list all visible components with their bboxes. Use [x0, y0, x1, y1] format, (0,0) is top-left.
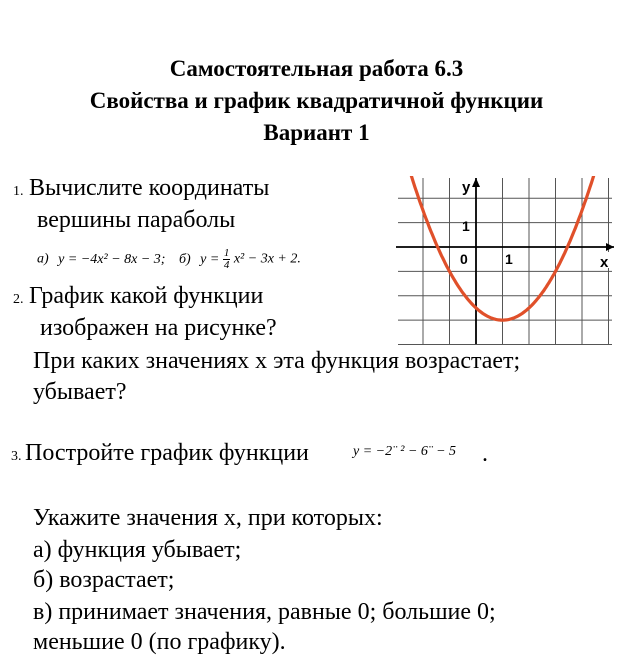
task-1-text-line-2: вершины параболы: [37, 207, 236, 233]
instruction-line-1: Укажите значения x, при которых:: [33, 505, 383, 531]
task-1-b-suffix: x² − 3x + 2.: [233, 251, 301, 267]
task-2-text-line-2: изображен на рисунке?: [40, 315, 277, 341]
task-1-a-formula: y = −4x² − 8x − 3;: [58, 251, 166, 267]
task-1-number: 1.: [13, 184, 24, 199]
x-axis-arrow-icon: [606, 243, 614, 251]
task-2-number: 2.: [13, 292, 24, 307]
task-3-number: 3.: [11, 449, 22, 464]
task-2-text-line-1: График какой функции: [29, 283, 264, 309]
x-axis-label: x: [600, 254, 609, 271]
instruction-line-2: а) функция убывает;: [33, 537, 242, 563]
task-1-b-prefix: y =: [200, 251, 220, 267]
y-one-label: 1: [462, 218, 470, 234]
y-axis-label: y: [462, 179, 471, 196]
title-line-1: Самостоятельная работа 6.3: [169, 56, 464, 81]
task-1-text-line-1: Вычислите координаты: [29, 175, 270, 201]
task-1-b-label: б): [178, 251, 191, 267]
task-3-text: Постройте график функции: [25, 440, 309, 466]
fraction-numerator: 1: [223, 247, 230, 259]
task-2-text-line-3: При каких значениях x эта функция возрастает;: [33, 348, 521, 374]
task-1-b-fraction: [223, 248, 231, 271]
task-3-end: .: [482, 441, 488, 467]
parabola-graph: [396, 176, 616, 346]
task-3-formula: y = −2¨ ² − 6¨ − 5: [353, 444, 457, 459]
y-axis-arrow-icon: [472, 178, 480, 187]
instruction-line-3: б) возрастает;: [33, 567, 175, 593]
fraction-denominator: 4: [223, 259, 230, 271]
instruction-line-5: меньшие 0 (по графику).: [33, 629, 286, 655]
x-one-label: 1: [505, 251, 513, 267]
task-2-text-line-4: убывает?: [33, 379, 127, 405]
instruction-line-4: в) принимает значения, равные 0; большие 0;: [33, 599, 496, 625]
task-1-formulas: [37, 248, 301, 271]
task-1-a-label: а): [37, 251, 49, 267]
title-line-3: Вариант 1: [263, 120, 370, 145]
title-line-2: Свойства и график квадратичной функции: [89, 88, 544, 113]
origin-label: 0: [460, 251, 468, 267]
